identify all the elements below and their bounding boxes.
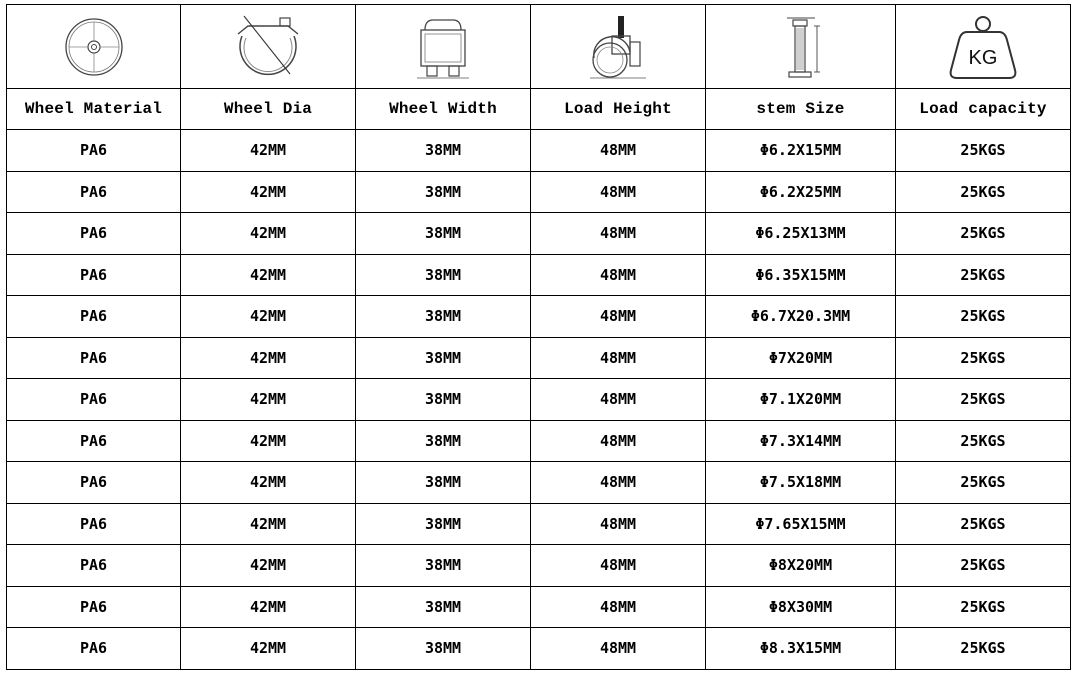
cell-wheel-width: 38MM [356, 379, 531, 421]
cell-stem-size: Φ6.2X15MM [706, 130, 896, 172]
cell-load-capacity: 25KGS [896, 503, 1071, 545]
cell-load-height: 48MM [531, 586, 706, 628]
cell-wheel-width: 38MM [356, 130, 531, 172]
cell-wheel-dia: 42MM [181, 545, 356, 587]
table-row [7, 213, 1071, 255]
cell-load-height: 48MM [531, 420, 706, 462]
cell-load-capacity: 25KGS [896, 254, 1071, 296]
spec-table [6, 4, 1071, 670]
cell-load-capacity: 25KGS [896, 545, 1071, 587]
cell-load-capacity: 25KGS [896, 130, 1071, 172]
wheel-width-icon [411, 12, 475, 82]
cell-wheel-material: PA6 [7, 337, 181, 379]
header-stem-size: stem Size [706, 89, 896, 130]
cell-load-height: 48MM [531, 503, 706, 545]
cell-load-height: 48MM [531, 628, 706, 670]
cell-stem-size: Φ6.25X13MM [706, 213, 896, 255]
cell-wheel-material: PA6 [7, 171, 181, 213]
cell-load-capacity: 25KGS [896, 628, 1071, 670]
cell-wheel-width: 38MM [356, 296, 531, 338]
icon-cell-wheel-width [356, 5, 531, 89]
cell-wheel-dia: 42MM [181, 462, 356, 504]
load-height-icon [586, 12, 650, 82]
cell-load-capacity: 25KGS [896, 379, 1071, 421]
cell-wheel-dia: 42MM [181, 337, 356, 379]
cell-stem-size: Φ7.1X20MM [706, 379, 896, 421]
cell-stem-size: Φ6.35X15MM [706, 254, 896, 296]
wheel-diameter-icon [230, 12, 306, 82]
icon-cell-load-height [531, 5, 706, 89]
wheel-material-icon [62, 15, 126, 79]
cell-load-height: 48MM [531, 296, 706, 338]
header-wheel-dia: Wheel Dia [181, 89, 356, 130]
cell-wheel-width: 38MM [356, 213, 531, 255]
cell-load-capacity: 25KGS [896, 213, 1071, 255]
icon-cell-wheel-dia [181, 5, 356, 89]
cell-wheel-width: 38MM [356, 462, 531, 504]
cell-wheel-width: 38MM [356, 171, 531, 213]
cell-load-capacity: 25KGS [896, 337, 1071, 379]
icon-cell-wheel-material [7, 5, 181, 89]
cell-wheel-material: PA6 [7, 462, 181, 504]
cell-stem-size: Φ7.5X18MM [706, 462, 896, 504]
cell-load-capacity: 25KGS [896, 420, 1071, 462]
cell-wheel-width: 38MM [356, 586, 531, 628]
cell-load-height: 48MM [531, 171, 706, 213]
cell-load-capacity: 25KGS [896, 586, 1071, 628]
cell-wheel-material: PA6 [7, 628, 181, 670]
cell-wheel-dia: 42MM [181, 586, 356, 628]
cell-wheel-dia: 42MM [181, 213, 356, 255]
cell-stem-size: Φ8X30MM [706, 586, 896, 628]
header-wheel-material: Wheel Material [7, 89, 181, 130]
table-row [7, 420, 1071, 462]
cell-load-height: 48MM [531, 130, 706, 172]
cell-load-capacity: 25KGS [896, 296, 1071, 338]
icon-cell-stem-size [706, 5, 896, 89]
header-row [7, 89, 1071, 130]
cell-wheel-dia: 42MM [181, 420, 356, 462]
cell-wheel-width: 38MM [356, 420, 531, 462]
cell-stem-size: Φ6.2X25MM [706, 171, 896, 213]
cell-stem-size: Φ7.65X15MM [706, 503, 896, 545]
cell-stem-size: Φ8.3X15MM [706, 628, 896, 670]
cell-wheel-material: PA6 [7, 379, 181, 421]
cell-wheel-dia: 42MM [181, 503, 356, 545]
cell-wheel-width: 38MM [356, 503, 531, 545]
table-row [7, 171, 1071, 213]
cell-wheel-dia: 42MM [181, 628, 356, 670]
cell-stem-size: Φ7.3X14MM [706, 420, 896, 462]
cell-wheel-dia: 42MM [181, 379, 356, 421]
cell-wheel-material: PA6 [7, 586, 181, 628]
cell-stem-size: Φ6.7X20.3MM [706, 296, 896, 338]
cell-wheel-dia: 42MM [181, 296, 356, 338]
icon-row [7, 5, 1071, 89]
icon-cell-load-capacity [896, 5, 1071, 89]
cell-load-capacity: 25KGS [896, 171, 1071, 213]
load-capacity-icon [945, 12, 1021, 82]
stem-size-icon [769, 12, 833, 82]
cell-wheel-material: PA6 [7, 213, 181, 255]
cell-wheel-width: 38MM [356, 254, 531, 296]
cell-load-capacity: 25KGS [896, 462, 1071, 504]
cell-wheel-material: PA6 [7, 254, 181, 296]
cell-load-height: 48MM [531, 462, 706, 504]
table-row [7, 628, 1071, 670]
cell-wheel-dia: 42MM [181, 171, 356, 213]
header-wheel-width: Wheel Width [356, 89, 531, 130]
table-row [7, 296, 1071, 338]
table-row [7, 503, 1071, 545]
cell-wheel-material: PA6 [7, 130, 181, 172]
cell-stem-size: Φ7X20MM [706, 337, 896, 379]
cell-wheel-material: PA6 [7, 296, 181, 338]
cell-wheel-material: PA6 [7, 420, 181, 462]
cell-load-height: 48MM [531, 337, 706, 379]
cell-wheel-dia: 42MM [181, 254, 356, 296]
cell-stem-size: Φ8X20MM [706, 545, 896, 587]
cell-wheel-material: PA6 [7, 503, 181, 545]
cell-load-height: 48MM [531, 545, 706, 587]
cell-load-height: 48MM [531, 213, 706, 255]
header-load-capacity: Load capacity [896, 89, 1071, 130]
cell-wheel-material: PA6 [7, 545, 181, 587]
table-row [7, 337, 1071, 379]
cell-load-height: 48MM [531, 254, 706, 296]
table-row [7, 545, 1071, 587]
header-load-height: Load Height [531, 89, 706, 130]
cell-wheel-width: 38MM [356, 337, 531, 379]
table-row [7, 462, 1071, 504]
cell-load-height: 48MM [531, 379, 706, 421]
table-row [7, 130, 1071, 172]
table-row [7, 379, 1071, 421]
kg-label: KG [968, 46, 998, 69]
cell-wheel-dia: 42MM [181, 130, 356, 172]
cell-wheel-width: 38MM [356, 545, 531, 587]
table-row [7, 254, 1071, 296]
cell-wheel-width: 38MM [356, 628, 531, 670]
table-row [7, 586, 1071, 628]
